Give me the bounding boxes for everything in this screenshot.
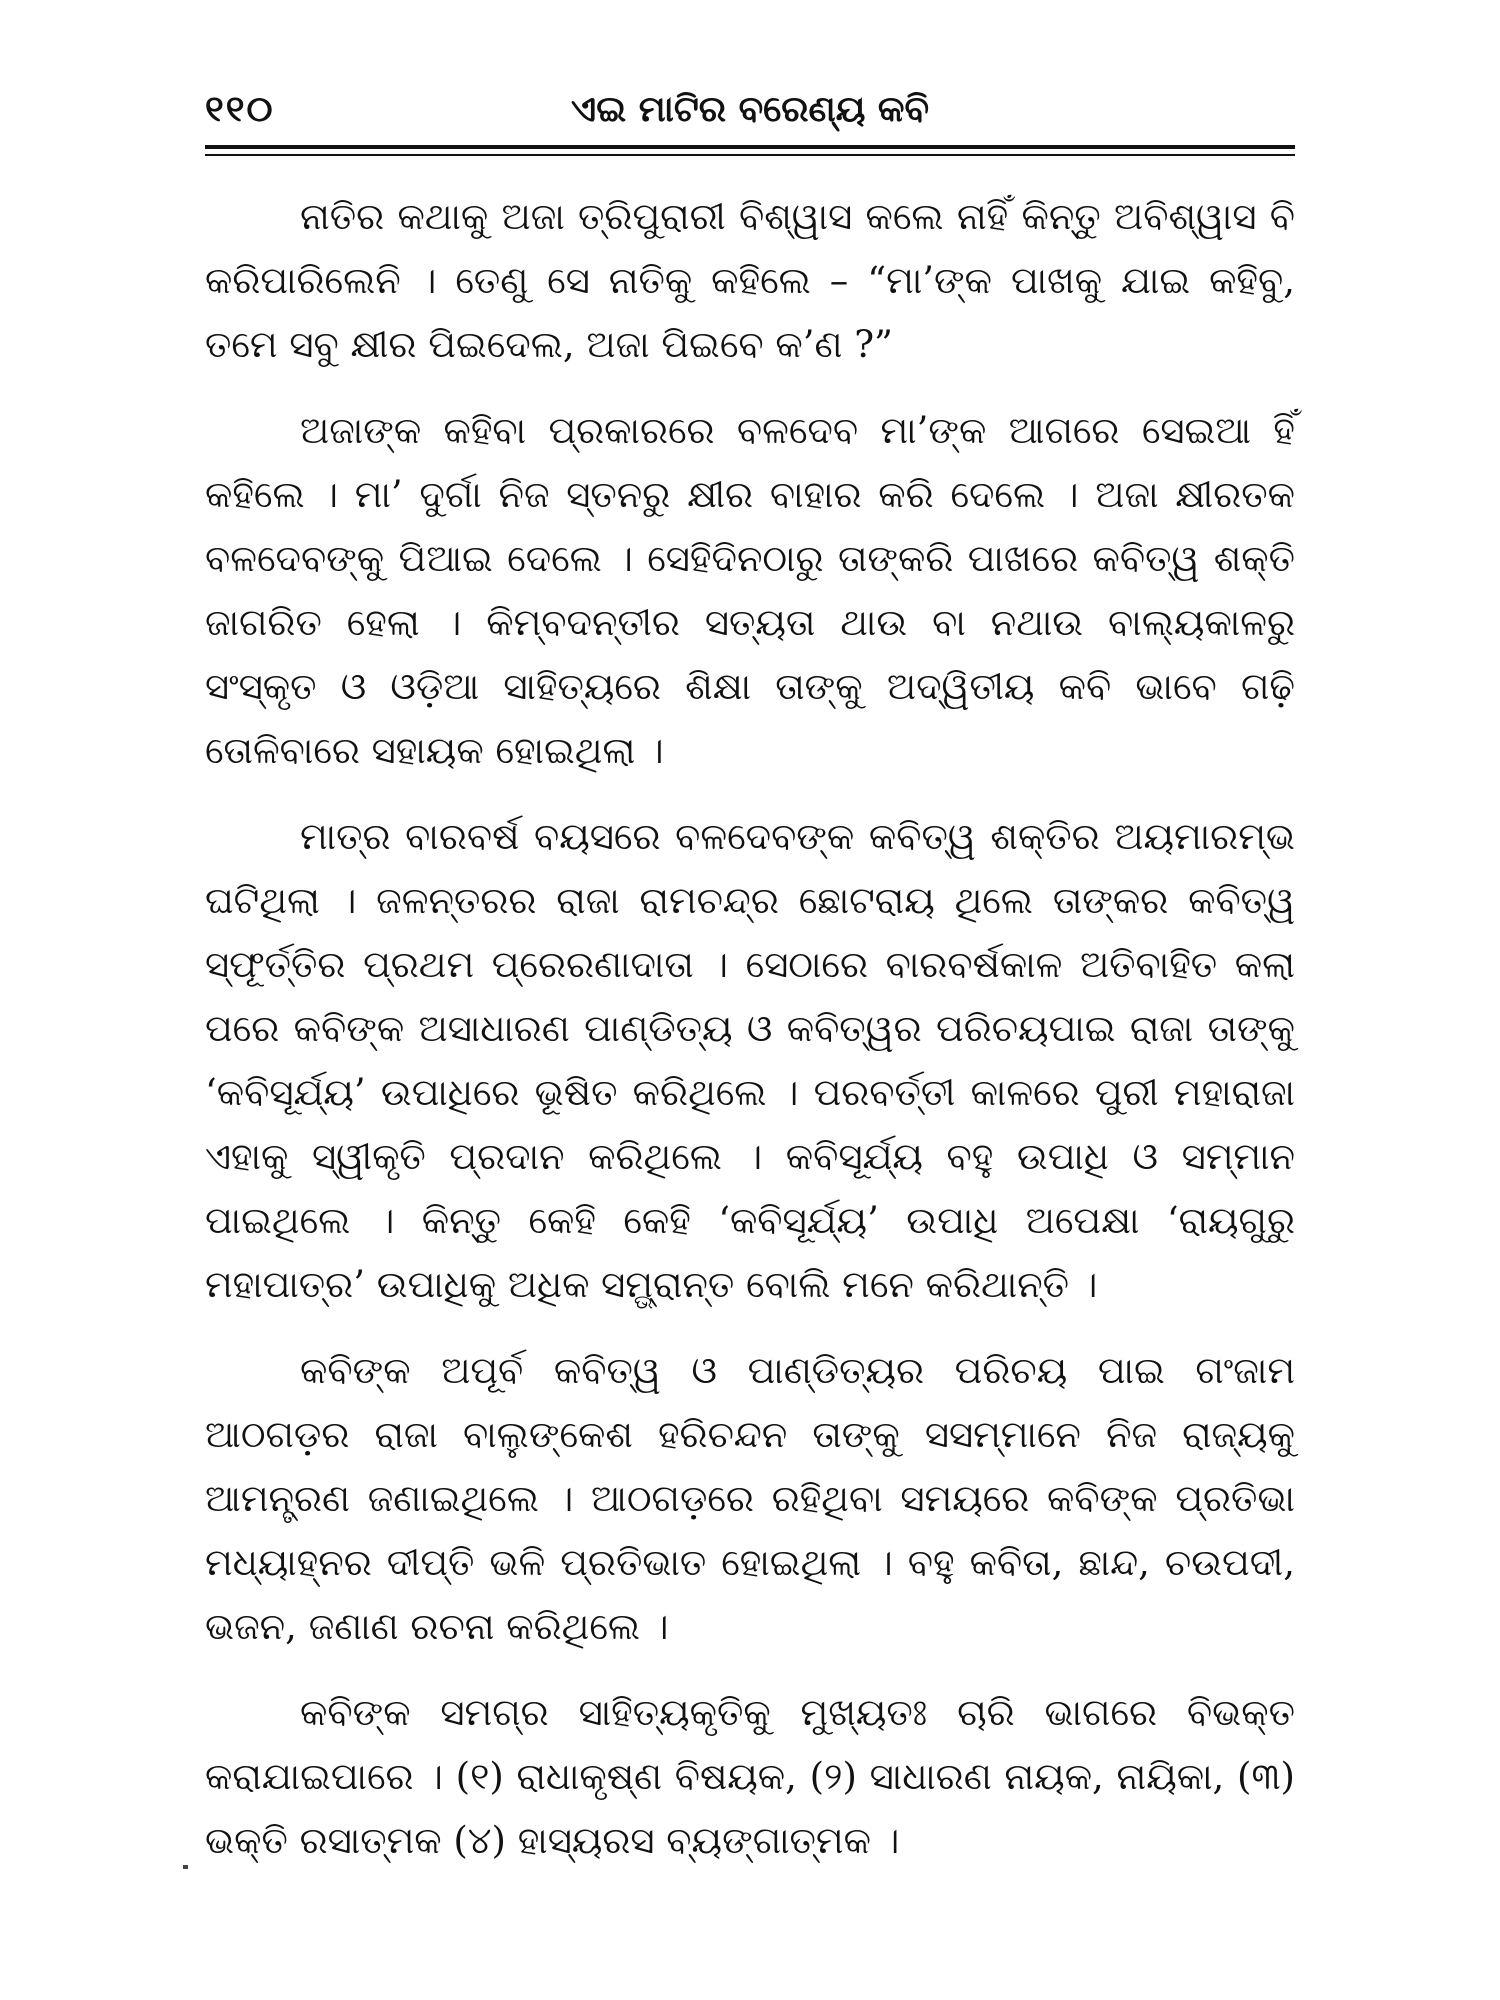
paragraph-5: କବିଙ୍କ ସମଗ୍ର ସାହିତ୍ୟକୃତିକୁ ମୁଖ୍ୟତଃ ଚାରି ଭାଗରେ ବିଭକ୍ତ କରାଯାଇପାରେ । (୧) ରାଧାକୃଷ୍ଣ ବିଷୟକ, (୨) ସାଧାରଣ ନାୟକ, ନାୟିକା, (୩) ଭକ୍ତି ରସାତ୍ମକ (୪) ହାସ୍ୟରସ ବ୍ୟଙ୍ଗାତ୍ମକ । [205, 1691, 1295, 1862]
paragraph-3: ମାତ୍ର ବାରବର୍ଷ ବୟସରେ ବଳଦେବଙ୍କ କବିତ୍ୱ ଶକ୍ତିର ଅୟମାରମ୍ଭ ଘଟିଥିଲା । ଜଳନ୍ତରର ରାଜା ରାମଚନ୍ଦ୍ର ଛୋଟରାୟ ଥିଲେ ତାଙ୍କର କବିତ୍ୱ ସ୍ଫୂର୍ତ୍ତିର ପ୍ରଥମ ପ୍ରେରଣାଦାତା । ସେଠାରେ ବାରବର୍ଷକାଳ ଅତିବାହିତ କଲା ପରେ କବିଙ୍କ ଅସାଧାରଣ ପାଣ୍ଡିତ୍ୟ ଓ କବିତ୍ୱର ପରିଚୟପାଇ ରାଜା ତାଙ୍କୁ ‘କବିସୂର୍ଯ୍ୟ’ ଉପାଧିରେ ଭୂଷିତ କରିଥିଲେ । ପରବର୍ତ୍ତୀ କାଳରେ ପୁରୀ ମହାରାଜା ଏହାକୁ ସ୍ୱୀକୃତି ପ୍ରଦାନ କରିଥିଲେ । କବିସୂର୍ଯ୍ୟ ବହୁ ଉପାଧି ଓ ସମ୍ମାନ ପାଇଥିଲେ । କିନ୍ତୁ କେହି କେହି ‘କବିସୂର୍ଯ୍ୟ’ ଉପାଧି ଅପେକ୍ଷା ‘ରାୟଗୁରୁ ମହାପାତ୍ର’ ଉପାଧିକୁ ଅଧିକ ସମ୍ଭ୍ରାନ୍ତ ବୋଲି ମନେ କରିଥାନ୍ତି । [205, 815, 1295, 1306]
running-title: ଏଇ ମାଟିର ବରେଣ୍ୟ କବି [570, 88, 930, 130]
paragraph-1: ନାତିର କଥାକୁ ଅଜା ତ୍ରିପୁରାରୀ ବିଶ୍ୱାସ କଲେ ନାହିଁ କିନ୍ତୁ ଅବିଶ୍ୱାସ ବି କରିପାରିଲେନି । ତେଣୁ ସେ ନାତିକୁ କହିଲେ – “ମା’ଙ୍କ ପାଖକୁ ଯାଇ କହିବୁ, ତମେ ସବୁ କ୍ଷୀର ପିଇଦେଲ, ଅଜା ପିଇବେ କ’ଣ ?” [205, 195, 1295, 366]
paragraph-2: ଅଜାଙ୍କ କହିବା ପ୍ରକାରରେ ବଳଦେବ ମା’ଙ୍କ ଆଗରେ ସେଇଆ ହିଁ କହିଲେ । ମା’ ଦୁର୍ଗା ନିଜ ସ୍ତନରୁ କ୍ଷୀର ବାହାର କରି ଦେଲେ । ଅଜା କ୍ଷୀରତକ ବଳଦେବଙ୍କୁ ପିଆଇ ଦେଲେ । ସେହିଦିନଠାରୁ ତାଙ୍କରି ପାଖରେ କବିତ୍ୱ ଶକ୍ତି ଜାଗରିତ ହେଲା । କିମ୍ବଦନ୍ତୀର ସତ୍ୟତା ଥାଉ ବା ନଥାଉ ବାଲ୍ୟକାଳରୁ ସଂସ୍କୃତ ଓ ଓଡ଼ିଆ ସାହିତ୍ୟରେ ଶିକ୍ଷା ତାଙ୍କୁ ଅଦ୍ୱିତୀୟ କବି ଭାବେ ଗଢ଼ି ତୋଳିବାରେ ସହାୟକ ହୋଇଥିଲା । [205, 409, 1295, 772]
stray-ink-mark [183, 1865, 188, 1869]
body-text [205, 185, 1295, 1895]
paragraph-4: କବିଙ୍କ ଅପୂର୍ବ କବିତ୍ୱ ଓ ପାଣ୍ଡିତ୍ୟର ପରିଚୟ ପାଇ ଗଂଜାମ ଆଠଗଡ଼ର ରାଜା ବାଲୁଙ୍କେଶ ହରିଚନ୍ଦନ ତାଙ୍କୁ ସସମ୍ମାନେ ନିଜ ରାଜ୍ୟକୁ ଆମନ୍ତ୍ରଣ ଜଣାଇଥିଲେ । ଆଠଗଡ଼ରେ ରହିଥିବା ସମୟରେ କବିଙ୍କ ପ୍ରତିଭା ମଧ୍ୟାହ୍ନର ଦୀପ୍ତି ଭଳି ପ୍ରତିଭାତ ହୋଇଥିଲା । ବହୁ କବିତା, ଛାନ୍ଦ, ଚଉପଦୀ, ଭଜନ, ଜଣାଣ ରଚନା କରିଥିଲେ । [205, 1349, 1295, 1648]
header-rule-thin [205, 154, 1295, 156]
page-number: ୧୧୦ [205, 88, 275, 130]
header-rule-thick [205, 145, 1295, 149]
page-header [205, 88, 1295, 138]
